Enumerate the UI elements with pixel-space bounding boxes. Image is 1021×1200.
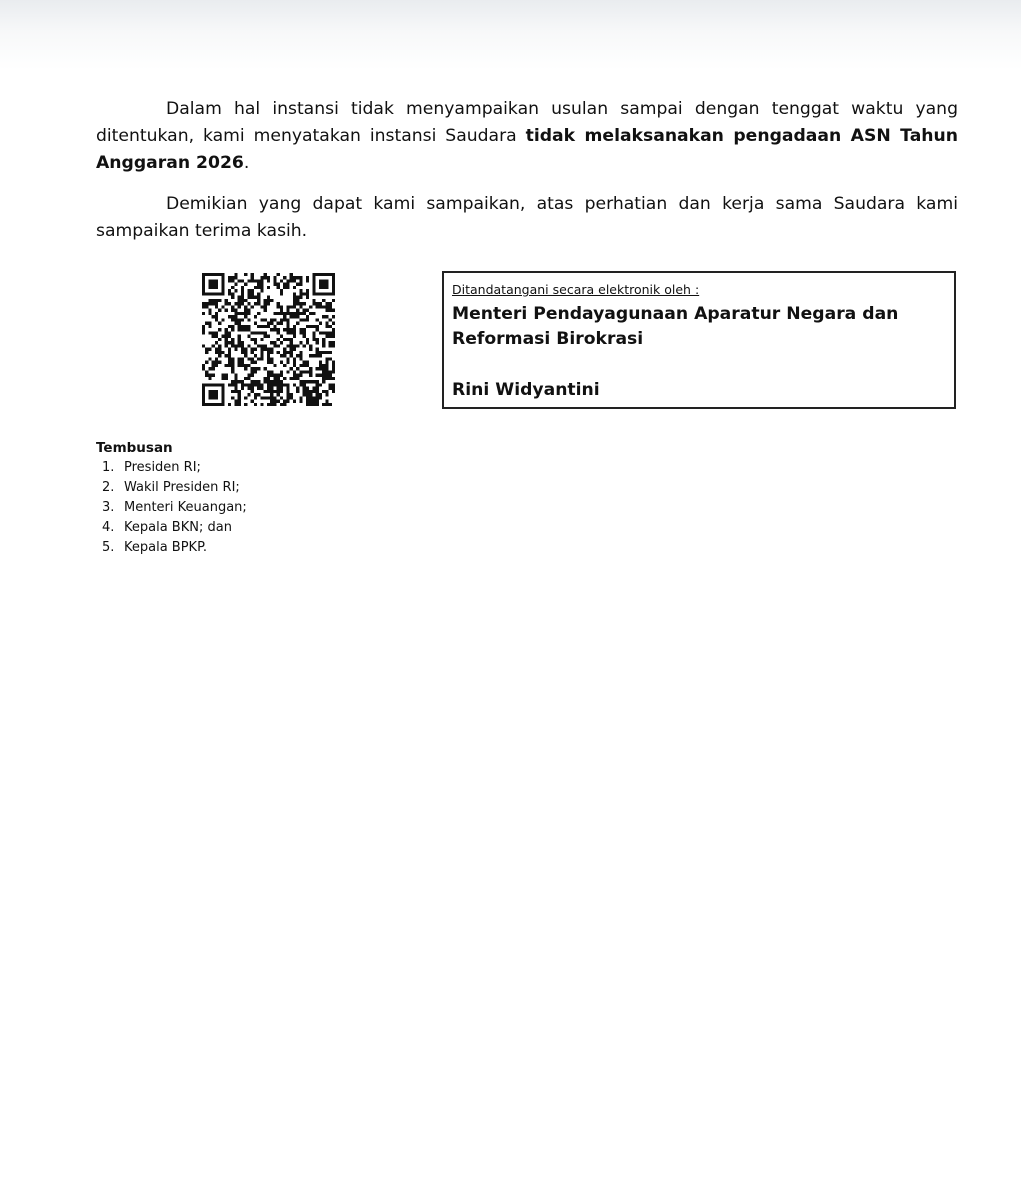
electronic-signature-box [442, 271, 956, 409]
list-item-text: Menteri Keuangan; [124, 500, 247, 515]
list-item-number: 1. [102, 460, 115, 475]
paragraph-1-period: . [243, 153, 250, 173]
tembusan-list [96, 458, 958, 558]
signatory-name: Rini Widyantini [452, 380, 600, 400]
qr-code [202, 273, 335, 406]
signature-section [96, 271, 958, 431]
list-item-text: Presiden RI; [124, 460, 201, 475]
list-item [102, 478, 958, 498]
list-item-number: 2. [102, 480, 115, 495]
tembusan-title: Tembusan [96, 440, 173, 456]
signatory-title: Menteri Pendayagunaan Aparatur Negara dan Reformasi Birokrasi [452, 304, 899, 349]
list-item [102, 518, 958, 538]
paragraph-1-text: Dalam hal instansi tidak menyampaikan usulan sampai dengan tenggat waktu yang ditentukan, kami menyatakan instansi Saudara [96, 99, 958, 146]
list-item-text: Wakil Presiden RI; [124, 480, 240, 495]
list-item-text: Kepala BPKP. [124, 540, 208, 555]
qr-modules [202, 273, 335, 406]
list-item-text: Kepala BKN; dan [124, 520, 232, 535]
tembusan-section [96, 439, 958, 558]
paragraph-1-bold-text: tidak melaksanakan pengadaan ASN Tahun Anggaran 2026 [96, 126, 958, 173]
signature-caption: Ditandatangani secara elektronik oleh : [452, 282, 700, 297]
list-item [102, 538, 958, 558]
list-item [102, 498, 958, 518]
list-item-number: 4. [102, 520, 115, 535]
letter-page [96, 96, 958, 558]
list-item-number: 3. [102, 500, 115, 515]
body-paragraph-1 [96, 96, 958, 177]
list-item-number: 5. [102, 540, 115, 555]
list-item [102, 458, 958, 478]
body-paragraph-2: Demikian yang dapat kami sampaikan, atas perhatian dan kerja sama Saudara kami sampaikan terima kasih. [96, 194, 958, 241]
scan-top-shadow [0, 0, 1021, 70]
